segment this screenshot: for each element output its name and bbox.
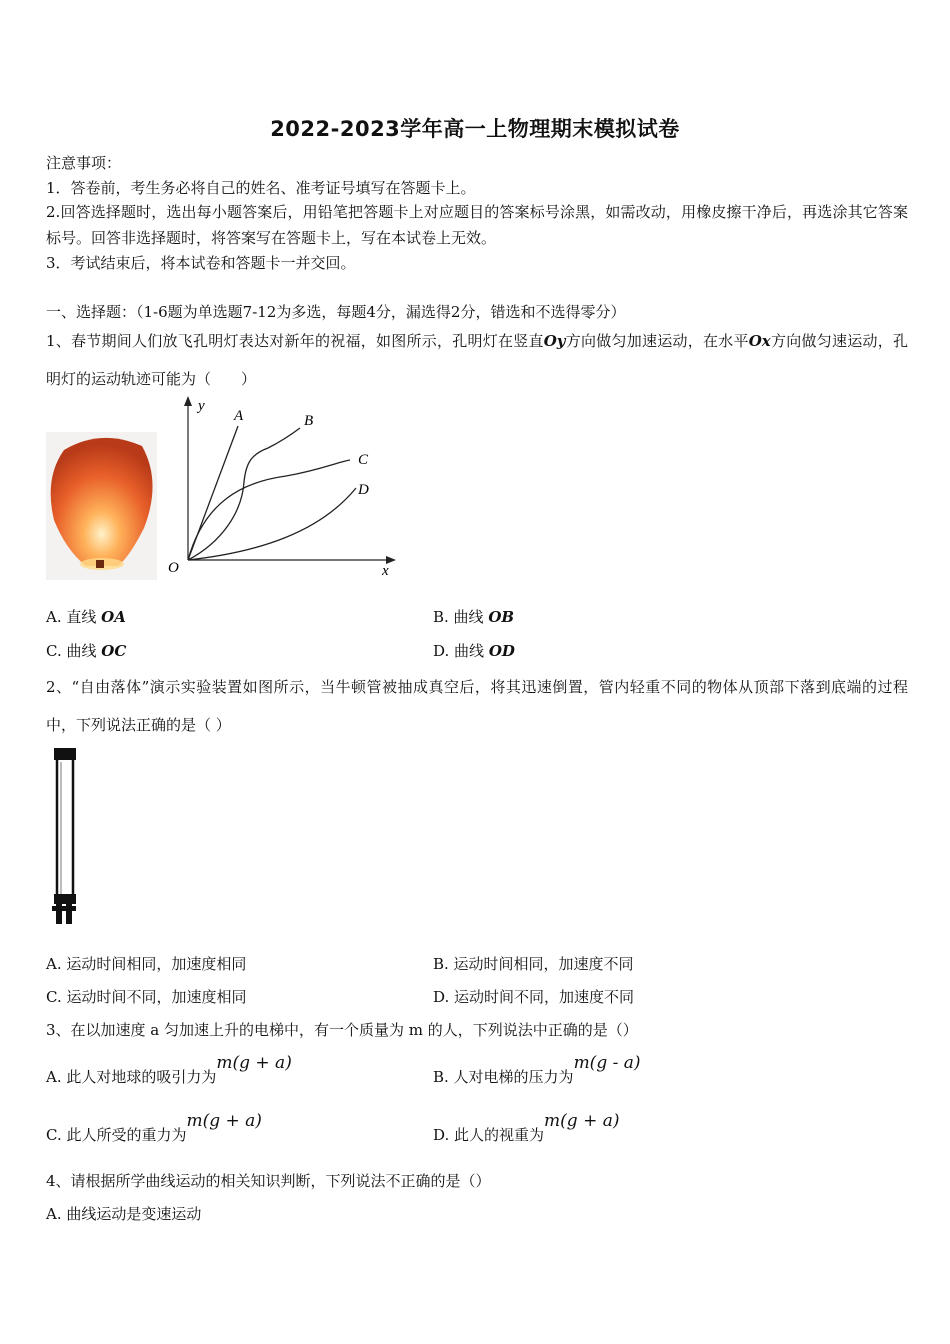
- q3-option-c-label: C. 此人所受的重力为: [46, 1126, 187, 1144]
- q2-option-a[interactable]: A. 运动时间相同，加速度相同: [46, 955, 247, 973]
- curve-label-a: A: [234, 408, 244, 424]
- question-3-text: 3、在以加速度 a 匀加速上升的电梯中，有一个质量为 m 的人，下列说法中正确的是（）: [46, 1021, 638, 1039]
- q1-option-c[interactable]: [46, 640, 126, 661]
- question-1-text: [46, 322, 908, 398]
- section-heading: 一、选择题：（1-6题为单选题7-12为多选，每题4分，漏选得2分，错选和不选得零分）: [46, 303, 626, 321]
- q1-option-c-label: C. 曲线: [46, 642, 97, 660]
- question-4-text: 4、请根据所学曲线运动的相关知识判断，下列说法不正确的是（）: [46, 1172, 491, 1190]
- q1-option-a-var: OA: [101, 608, 126, 626]
- curve-c: [188, 460, 350, 560]
- q1-text-b: 方向做匀加速运动，在水平: [565, 332, 749, 350]
- q3-option-a-label: A. 此人对地球的吸引力为: [46, 1068, 217, 1086]
- q1-option-c-var: OC: [101, 642, 127, 660]
- q1-option-d-var: OD: [488, 642, 515, 660]
- q1-option-a[interactable]: [46, 606, 126, 627]
- q1-option-d-label: D. 曲线: [433, 642, 485, 660]
- q3-option-b-label: B. 人对电梯的压力为: [433, 1068, 574, 1086]
- q1-text-c: 方向做匀速运动，孔明灯的运动轨迹可能为（ ）: [46, 332, 908, 388]
- q3-option-d-formula: m(g + a): [544, 1111, 620, 1131]
- curve-label-c: C: [358, 452, 369, 468]
- curve-d: [188, 488, 356, 560]
- q3-option-c[interactable]: [46, 1110, 262, 1144]
- q1-option-b-label: B. 曲线: [433, 608, 484, 626]
- q2-option-d[interactable]: D. 运动时间不同，加速度不同: [433, 988, 635, 1006]
- curve-label-d: D: [358, 482, 369, 498]
- q3-option-b[interactable]: [433, 1052, 641, 1086]
- page-title: 2022-2023学年高一上物理期末模拟试卷: [270, 117, 680, 141]
- notice-item-1: 1．答卷前，考生务必将自己的姓名、准考证号填写在答题卡上。: [46, 179, 476, 197]
- x-axis-label: x: [382, 563, 389, 579]
- q1-var-oy: Oy: [543, 332, 566, 350]
- q1-option-a-label: A. 直线: [46, 608, 97, 626]
- q1-option-d[interactable]: [433, 640, 515, 661]
- sky-lantern-image: [46, 432, 157, 580]
- q3-option-a-formula: m(g + a): [216, 1053, 292, 1073]
- y-axis-label: y: [198, 398, 205, 414]
- origin-label: O: [168, 560, 179, 576]
- q3-option-c-formula: m(g + a): [186, 1111, 262, 1131]
- q3-option-d[interactable]: [433, 1110, 620, 1144]
- newton-tube-image: [48, 746, 82, 928]
- notice-item-3: 3．考试结束后，将本试卷和答题卡一并交回。: [46, 254, 356, 272]
- q3-option-d-label: D. 此人的视重为: [433, 1126, 545, 1144]
- q3-option-b-formula: m(g - a): [573, 1053, 641, 1073]
- notice-heading: 注意事项：: [46, 154, 122, 172]
- q1-option-b[interactable]: [433, 606, 514, 627]
- q1-option-b-var: OB: [488, 608, 515, 626]
- question-2-text: 2、“自由落体”演示实验装置如图所示，当牛顿管被抽成真空后，将其迅速倒置，管内轻重不同的物体从顶部下落到底端的过程中，下列说法正确的是（ ）: [46, 678, 908, 734]
- q3-option-a[interactable]: [46, 1052, 292, 1086]
- curve-b: [188, 428, 300, 560]
- q4-option-a[interactable]: A. 曲线运动是变速运动: [46, 1205, 202, 1223]
- notice-item-2: 2.回答选择题时，选出每小题答案后，用铅笔把答题卡上对应题目的答案标号涂黑，如需改动，用橡皮擦干净后，再选涂其它答案标号。回答非选择题时，将答案写在答题卡上，写在本试卷上无效。: [46, 203, 908, 247]
- q1-text-a: 1、春节期间人们放飞孔明灯表达对新年的祝福，如图所示，孔明灯在竖直: [46, 332, 544, 350]
- q2-option-c[interactable]: C. 运动时间不同，加速度相同: [46, 988, 247, 1006]
- curve-label-b: B: [304, 413, 314, 429]
- y-axis-arrow: [184, 396, 192, 406]
- q1-var-ox: Ox: [748, 332, 771, 350]
- q2-option-b[interactable]: B. 运动时间相同，加速度不同: [433, 955, 634, 973]
- trajectory-figure: [160, 392, 400, 582]
